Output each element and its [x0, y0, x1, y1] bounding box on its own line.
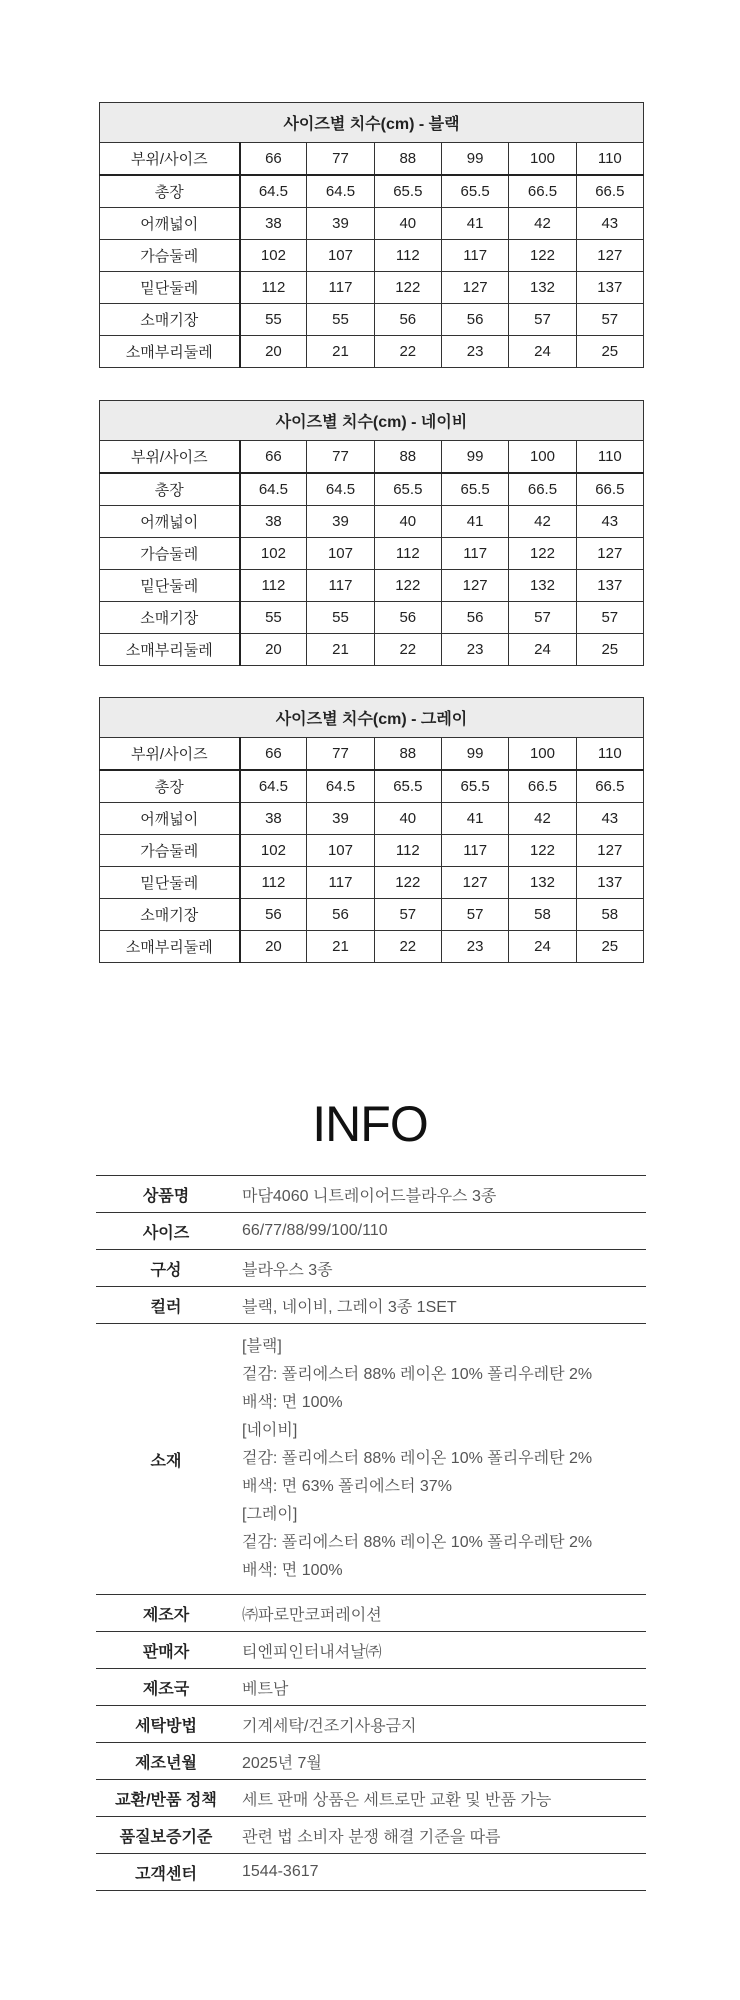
- size-cell: 100: [509, 143, 576, 176]
- table-row: [100, 272, 644, 304]
- info-row-product-name: [96, 1176, 646, 1213]
- value-cell: 122: [374, 867, 441, 899]
- table-row: [100, 473, 644, 506]
- value-cell: 122: [374, 570, 441, 602]
- row-label: 가슴둘레: [100, 240, 240, 272]
- material-line: [네이비]: [242, 1422, 298, 1439]
- value-cell: 22: [374, 336, 441, 368]
- table-row: [100, 770, 644, 803]
- info-title: INFO: [312, 1096, 428, 1152]
- value-cell: 112: [374, 538, 441, 570]
- table-row: [100, 570, 644, 602]
- value-cell: 112: [240, 570, 307, 602]
- table-row: [100, 835, 644, 867]
- value-cell: 55: [240, 304, 307, 336]
- value-cell: 38: [240, 208, 307, 240]
- info-value: 2025년 7월: [236, 1743, 646, 1780]
- value-cell: 122: [374, 272, 441, 304]
- info-label: 품질보증기준: [96, 1817, 236, 1854]
- value-cell: 20: [240, 336, 307, 368]
- value-cell: 66.5: [509, 473, 576, 506]
- value-cell: 127: [576, 835, 643, 867]
- value-cell: 23: [441, 931, 508, 963]
- info-value: 세트 판매 상품은 세트로만 교환 및 반품 가능: [236, 1780, 646, 1817]
- value-cell: 65.5: [441, 175, 508, 208]
- row-label: 소매부리둘레: [100, 336, 240, 368]
- info-value: 관련 법 소비자 분쟁 해결 기준을 따름: [236, 1817, 646, 1854]
- info-row-return-policy: [96, 1780, 646, 1817]
- value-cell: 117: [307, 272, 374, 304]
- value-cell: 102: [240, 240, 307, 272]
- value-cell: 24: [509, 336, 576, 368]
- value-cell: 57: [576, 602, 643, 634]
- value-cell: 58: [509, 899, 576, 931]
- size-table-title: 사이즈별 치수(cm) - 블랙: [100, 103, 644, 143]
- size-cell: 100: [509, 738, 576, 771]
- size-cell: 77: [307, 143, 374, 176]
- size-cell: 110: [576, 738, 643, 771]
- info-label: 구성: [96, 1250, 236, 1287]
- row-label: 밑단둘레: [100, 570, 240, 602]
- info-row-seller: [96, 1632, 646, 1669]
- value-cell: 132: [509, 570, 576, 602]
- table-row: [100, 538, 644, 570]
- size-cell: 100: [509, 441, 576, 474]
- value-cell: 112: [240, 867, 307, 899]
- value-cell: 22: [374, 634, 441, 666]
- info-label: 사이즈: [96, 1213, 236, 1250]
- info-row-manufacturer: [96, 1595, 646, 1632]
- value-cell: 127: [441, 867, 508, 899]
- value-cell: 66.5: [509, 175, 576, 208]
- row-label: 총장: [100, 175, 240, 208]
- value-cell: 21: [307, 931, 374, 963]
- value-cell: 127: [441, 570, 508, 602]
- value-cell: 66.5: [576, 473, 643, 506]
- row-label: 어깨넓이: [100, 208, 240, 240]
- value-cell: 64.5: [240, 473, 307, 506]
- material-line: [블랙]: [242, 1338, 282, 1355]
- value-cell: 64.5: [307, 770, 374, 803]
- value-cell: 56: [240, 899, 307, 931]
- info-label: 컬러: [96, 1287, 236, 1324]
- header-label: 부위/사이즈: [100, 738, 240, 771]
- value-cell: 127: [576, 240, 643, 272]
- size-cell: 88: [374, 143, 441, 176]
- value-cell: 102: [240, 835, 307, 867]
- value-cell: 22: [374, 931, 441, 963]
- value-cell: 137: [576, 272, 643, 304]
- material-line: 배색: 면 63% 폴리에스터 37%: [242, 1478, 452, 1495]
- value-cell: 66.5: [509, 770, 576, 803]
- value-cell: 65.5: [374, 473, 441, 506]
- value-cell: 56: [374, 602, 441, 634]
- value-cell: 42: [509, 506, 576, 538]
- value-cell: 107: [307, 835, 374, 867]
- row-label: 소매기장: [100, 304, 240, 336]
- value-cell: 38: [240, 803, 307, 835]
- value-cell: 24: [509, 931, 576, 963]
- size-header-row: [100, 441, 644, 474]
- info-label: 소재: [96, 1324, 236, 1595]
- table-row: [100, 634, 644, 666]
- size-table-title: 사이즈별 치수(cm) - 그레이: [100, 698, 644, 738]
- row-label: 소매부리둘레: [100, 634, 240, 666]
- size-table-title: 사이즈별 치수(cm) - 네이비: [100, 401, 644, 441]
- value-cell: 57: [441, 899, 508, 931]
- value-cell: 66.5: [576, 175, 643, 208]
- value-cell: 55: [307, 304, 374, 336]
- info-row-material: [96, 1324, 646, 1595]
- row-label: 밑단둘레: [100, 867, 240, 899]
- info-value: 마담4060 니트레이어드블라우스 3종: [236, 1176, 646, 1213]
- value-cell: 58: [576, 899, 643, 931]
- info-row-color: [96, 1287, 646, 1324]
- value-cell: 40: [374, 506, 441, 538]
- info-row-manufacture-date: [96, 1743, 646, 1780]
- size-table-black: [99, 102, 644, 368]
- info-row-country: [96, 1669, 646, 1706]
- value-cell: 57: [509, 602, 576, 634]
- value-cell: 55: [240, 602, 307, 634]
- value-cell: 117: [307, 570, 374, 602]
- info-row-warranty: [96, 1817, 646, 1854]
- value-cell: 24: [509, 634, 576, 666]
- info-value: 블라우스 3종: [236, 1250, 646, 1287]
- info-row-washing: [96, 1706, 646, 1743]
- value-cell: 117: [441, 835, 508, 867]
- value-cell: 41: [441, 506, 508, 538]
- value-cell: 40: [374, 803, 441, 835]
- material-lines: [236, 1324, 646, 1595]
- table-row: [100, 931, 644, 963]
- material-line: 겉감: 폴리에스터 88% 레이온 10% 폴리우레탄 2%: [242, 1366, 593, 1383]
- row-label: 어깨넓이: [100, 506, 240, 538]
- material-line: 배색: 면 100%: [242, 1394, 343, 1411]
- info-label: 고객센터: [96, 1854, 236, 1891]
- value-cell: 25: [576, 336, 643, 368]
- row-label: 가슴둘레: [100, 835, 240, 867]
- row-label: 어깨넓이: [100, 803, 240, 835]
- table-row: [100, 208, 644, 240]
- info-value: 티엔피인터내셔날㈜: [236, 1632, 646, 1669]
- info-label: 제조년월: [96, 1743, 236, 1780]
- size-table-gray: [99, 697, 644, 963]
- size-header-row: [100, 738, 644, 771]
- value-cell: 25: [576, 931, 643, 963]
- value-cell: 132: [509, 272, 576, 304]
- info-value: 기계세탁/건조기사용금지: [236, 1706, 646, 1743]
- value-cell: 57: [374, 899, 441, 931]
- header-label: 부위/사이즈: [100, 441, 240, 474]
- row-label: 총장: [100, 770, 240, 803]
- value-cell: 65.5: [441, 473, 508, 506]
- size-header-row: [100, 143, 644, 176]
- info-label: 세탁방법: [96, 1706, 236, 1743]
- value-cell: 55: [307, 602, 374, 634]
- size-cell: 66: [240, 738, 307, 771]
- size-cell: 77: [307, 441, 374, 474]
- size-cell: 66: [240, 441, 307, 474]
- size-cell: 99: [441, 143, 508, 176]
- material-line: 겉감: 폴리에스터 88% 레이온 10% 폴리우레탄 2%: [242, 1534, 593, 1551]
- value-cell: 43: [576, 208, 643, 240]
- info-label: 제조국: [96, 1669, 236, 1706]
- value-cell: 42: [509, 803, 576, 835]
- table-row: [100, 867, 644, 899]
- size-cell: 99: [441, 738, 508, 771]
- value-cell: 65.5: [441, 770, 508, 803]
- size-table-navy: [99, 400, 644, 666]
- value-cell: 57: [509, 304, 576, 336]
- value-cell: 43: [576, 803, 643, 835]
- table-row: [100, 602, 644, 634]
- value-cell: 112: [374, 240, 441, 272]
- value-cell: 137: [576, 867, 643, 899]
- value-cell: 21: [307, 336, 374, 368]
- value-cell: 122: [509, 538, 576, 570]
- info-row-customer-center: [96, 1854, 646, 1891]
- table-row: [100, 336, 644, 368]
- material-line: 배색: 면 100%: [242, 1562, 343, 1579]
- material-line: 겉감: 폴리에스터 88% 레이온 10% 폴리우레탄 2%: [242, 1450, 593, 1467]
- value-cell: 117: [441, 240, 508, 272]
- value-cell: 56: [441, 304, 508, 336]
- value-cell: 64.5: [240, 175, 307, 208]
- size-cell: 77: [307, 738, 374, 771]
- value-cell: 40: [374, 208, 441, 240]
- size-cell: 110: [576, 143, 643, 176]
- size-cell: 88: [374, 441, 441, 474]
- row-label: 총장: [100, 473, 240, 506]
- value-cell: 38: [240, 506, 307, 538]
- info-row-composition: [96, 1250, 646, 1287]
- value-cell: 122: [509, 240, 576, 272]
- value-cell: 65.5: [374, 175, 441, 208]
- product-info-table: [96, 1175, 646, 1891]
- value-cell: 64.5: [307, 175, 374, 208]
- value-cell: 21: [307, 634, 374, 666]
- value-cell: 127: [441, 272, 508, 304]
- row-label: 가슴둘레: [100, 538, 240, 570]
- value-cell: 127: [576, 538, 643, 570]
- table-row: [100, 304, 644, 336]
- info-label: 상품명: [96, 1176, 236, 1213]
- value-cell: 56: [441, 602, 508, 634]
- row-label: 소매기장: [100, 899, 240, 931]
- value-cell: 132: [509, 867, 576, 899]
- value-cell: 117: [307, 867, 374, 899]
- value-cell: 117: [441, 538, 508, 570]
- table-row: [100, 240, 644, 272]
- size-cell: 110: [576, 441, 643, 474]
- info-label: 판매자: [96, 1632, 236, 1669]
- row-label: 밑단둘레: [100, 272, 240, 304]
- table-row: [100, 899, 644, 931]
- value-cell: 23: [441, 634, 508, 666]
- info-value: ㈜파로만코퍼레이션: [236, 1595, 646, 1632]
- value-cell: 107: [307, 240, 374, 272]
- value-cell: 39: [307, 803, 374, 835]
- value-cell: 41: [441, 803, 508, 835]
- value-cell: 112: [240, 272, 307, 304]
- info-label: 교환/반품 정책: [96, 1780, 236, 1817]
- value-cell: 57: [576, 304, 643, 336]
- info-row-size: [96, 1213, 646, 1250]
- info-value: 66/77/88/99/100/110: [236, 1213, 646, 1250]
- row-label: 소매부리둘레: [100, 931, 240, 963]
- value-cell: 112: [374, 835, 441, 867]
- info-value: 베트남: [236, 1669, 646, 1706]
- value-cell: 39: [307, 208, 374, 240]
- value-cell: 102: [240, 538, 307, 570]
- header-label: 부위/사이즈: [100, 143, 240, 176]
- info-value: 블랙, 네이비, 그레이 3종 1SET: [236, 1287, 646, 1324]
- value-cell: 39: [307, 506, 374, 538]
- value-cell: 66.5: [576, 770, 643, 803]
- value-cell: 20: [240, 634, 307, 666]
- value-cell: 122: [509, 835, 576, 867]
- value-cell: 64.5: [240, 770, 307, 803]
- size-cell: 66: [240, 143, 307, 176]
- row-label: 소매기장: [100, 602, 240, 634]
- table-row: [100, 175, 644, 208]
- value-cell: 25: [576, 634, 643, 666]
- info-value: 1544-3617: [236, 1854, 646, 1891]
- table-row: [100, 803, 644, 835]
- value-cell: 20: [240, 931, 307, 963]
- size-cell: 88: [374, 738, 441, 771]
- value-cell: 137: [576, 570, 643, 602]
- table-row: [100, 506, 644, 538]
- value-cell: 107: [307, 538, 374, 570]
- size-cell: 99: [441, 441, 508, 474]
- material-line: [그레이]: [242, 1506, 298, 1523]
- value-cell: 42: [509, 208, 576, 240]
- value-cell: 23: [441, 336, 508, 368]
- value-cell: 65.5: [374, 770, 441, 803]
- value-cell: 56: [307, 899, 374, 931]
- value-cell: 64.5: [307, 473, 374, 506]
- info-label: 제조자: [96, 1595, 236, 1632]
- value-cell: 41: [441, 208, 508, 240]
- value-cell: 56: [374, 304, 441, 336]
- value-cell: 43: [576, 506, 643, 538]
